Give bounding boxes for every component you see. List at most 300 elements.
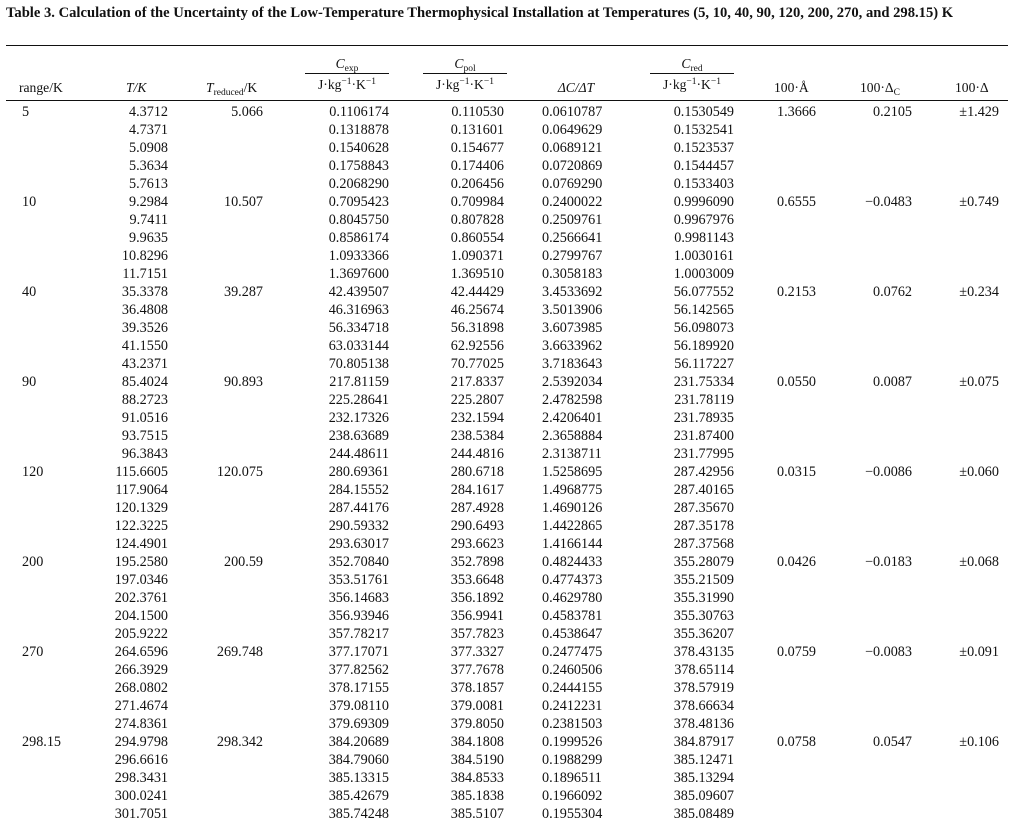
table-row	[0, 193, 1015, 211]
table-row	[0, 499, 1015, 517]
cell-Cred: 385.12471	[673, 752, 734, 768]
cell-Cpol: 56.31898	[450, 320, 504, 336]
table-row	[0, 787, 1015, 805]
header-Cpol-symbol	[423, 55, 507, 72]
table-row	[0, 571, 1015, 589]
table-row	[0, 805, 1015, 823]
header-Cred-symbol	[650, 55, 734, 72]
cell-Cexp: 353.51761	[328, 572, 389, 588]
cell-T: 294.9798	[114, 734, 168, 750]
cell-dCdT: 3.6633962	[542, 338, 603, 354]
header-Cpol	[423, 55, 507, 93]
cell-Cexp: 244.48611	[329, 446, 389, 462]
cell-Cexp: 293.63017	[328, 536, 389, 552]
cell-100A: 0.0315	[776, 464, 816, 480]
table-row	[0, 445, 1015, 463]
cell-dCdT: 0.0689121	[542, 140, 603, 156]
cell-T: 9.2984	[128, 194, 168, 210]
cell-dCdT: 0.4629780	[542, 590, 603, 606]
cell-Cpol: 70.77025	[450, 356, 504, 372]
cell-dCdT: 2.3138711	[542, 446, 602, 462]
header-Treduced	[206, 80, 257, 98]
cell-Cred: 231.78935	[673, 410, 734, 426]
cell-treduced: 10.507	[223, 194, 263, 210]
cell-Cexp: 225.28641	[328, 392, 389, 408]
cell-Cred: 378.57919	[673, 680, 734, 696]
cell-Cpol: 1.369510	[450, 266, 504, 282]
cell-Cexp: 0.7095423	[328, 194, 389, 210]
cell-range: 40	[22, 284, 37, 300]
cell-T: 4.7371	[128, 122, 168, 138]
cell-dCdT: 0.2566641	[542, 230, 603, 246]
cell-Cpol: 217.8337	[450, 374, 504, 390]
cell-range: 200	[22, 554, 44, 570]
cell-Cred: 287.40165	[673, 482, 734, 498]
cell-Cred: 287.37568	[673, 536, 734, 552]
cell-Cpol: 379.8050	[450, 716, 504, 732]
cell-Cexp: 377.82562	[328, 662, 389, 678]
table-row	[0, 481, 1015, 499]
cell-Cred: 0.1532541	[673, 122, 734, 138]
cell-T: 11.7151	[122, 266, 168, 282]
table-row	[0, 463, 1015, 481]
cell-Cred: 0.1533403	[673, 176, 734, 192]
cell-T: 122.3225	[114, 518, 168, 534]
cell-dCdT: 2.4206401	[542, 410, 603, 426]
cell-Cpol: 384.8533	[450, 770, 504, 786]
cell-Cexp: 0.8586174	[328, 230, 389, 246]
header-Cpol-sub: pol	[463, 64, 476, 74]
cell-dCdT: 3.6073985	[542, 320, 603, 336]
cell-100Dc: 0.0087	[872, 374, 912, 390]
cell-Cred: 56.077552	[673, 284, 734, 300]
cell-Cred: 0.1544457	[673, 158, 734, 174]
cell-100A: 0.0759	[776, 644, 816, 660]
cell-Cred: 378.66634	[673, 698, 734, 714]
cell-Cred: 355.21509	[673, 572, 734, 588]
table-row	[0, 679, 1015, 697]
cell-T: 296.6616	[114, 752, 168, 768]
cell-dCdT: 3.7183643	[542, 356, 603, 372]
table-row	[0, 391, 1015, 409]
cell-T: 39.3526	[121, 320, 168, 336]
table-row	[0, 607, 1015, 625]
cell-Cexp: 232.17326	[328, 410, 389, 426]
cell-Cred: 287.35178	[673, 518, 734, 534]
cell-Cexp: 379.69309	[328, 716, 389, 732]
cell-range: 5	[22, 104, 30, 120]
cell-T: 271.4674	[114, 698, 168, 714]
cell-Cpol: 0.131601	[450, 122, 504, 138]
cell-Cred: 0.1530549	[673, 104, 734, 120]
cell-100Dc: 0.0762	[872, 284, 912, 300]
cell-T: 96.3843	[121, 446, 168, 462]
table-row	[0, 589, 1015, 607]
cell-Cred: 378.65114	[674, 662, 734, 678]
cell-Cexp: 217.81159	[329, 374, 389, 390]
cell-T: 124.4901	[114, 536, 168, 552]
header-dCdT	[558, 80, 594, 96]
header-Cexp-symbol	[305, 55, 389, 72]
header-100Dc-text: 100·Δ	[860, 80, 894, 95]
cell-Cpol: 293.6623	[450, 536, 504, 552]
cell-Cexp: 384.79060	[328, 752, 389, 768]
cell-Cexp: 287.44176	[328, 500, 389, 516]
cell-T: 195.2580	[114, 554, 168, 570]
cell-Cpol: 244.4816	[450, 446, 504, 462]
cell-treduced: 90.893	[223, 374, 263, 390]
table-row	[0, 769, 1015, 787]
cell-treduced: 5.066	[231, 104, 263, 120]
cell-T: 5.3634	[128, 158, 168, 174]
table-caption: Table 3. Calculation of the Uncertainty of the Low-Temperature Thermophysical Installation at Temperatures (5, 10, 40, 90, 120, 200, 270, and 298.15) K	[6, 5, 954, 21]
header-Cred-letter: C	[681, 56, 691, 71]
table-row	[0, 697, 1015, 715]
cell-Cpol: 0.807828	[450, 212, 504, 228]
cell-Cred: 0.9996090	[673, 194, 734, 210]
cell-Cred: 231.75334	[673, 374, 734, 390]
cell-T: 91.0516	[121, 410, 168, 426]
cell-T: 298.3431	[114, 770, 168, 786]
cell-Cexp: 56.334718	[328, 320, 389, 336]
cell-Cpol: 357.7823	[450, 626, 504, 642]
cell-Cred: 378.43135	[673, 644, 734, 660]
cell-100D: ±0.106	[959, 734, 999, 750]
header-100D: 100·Δ	[955, 80, 989, 95]
header-Cred-unit	[650, 76, 734, 93]
cell-dCdT: 0.2381503	[542, 716, 603, 732]
cell-100D: ±0.060	[959, 464, 999, 480]
cell-Cexp: 1.0933366	[328, 248, 389, 264]
cell-Cexp: 1.3697600	[328, 266, 389, 282]
cell-range: 270	[22, 644, 44, 660]
cell-Cpol: 225.2807	[450, 392, 504, 408]
cell-Cred: 378.48136	[673, 716, 734, 732]
cell-Cpol: 0.206456	[450, 176, 504, 192]
cell-Cred: 355.31990	[673, 590, 734, 606]
cell-Cpol: 385.1838	[450, 788, 504, 804]
cell-dCdT: 0.1966092	[542, 788, 603, 804]
cell-Cpol: 232.1594	[450, 410, 504, 426]
cell-range: 90	[22, 374, 37, 390]
header-Cexp-sub: exp	[344, 64, 359, 74]
cell-100D: ±0.075	[959, 374, 999, 390]
cell-Cpol: 287.4928	[450, 500, 504, 516]
cell-Cpol: 353.6648	[450, 572, 504, 588]
cell-100A: 0.0758	[776, 734, 816, 750]
cell-T: 301.7051	[114, 806, 168, 822]
header-Cexp-unit	[305, 76, 389, 93]
cell-Cred: 1.0030161	[673, 248, 734, 264]
header-range: range/K	[19, 80, 63, 95]
cell-100A: 0.0550	[776, 374, 816, 390]
cell-T: 5.7613	[128, 176, 168, 192]
cell-Cexp: 46.316963	[328, 302, 389, 318]
cell-T: 5.0908	[128, 140, 168, 156]
table-row	[0, 319, 1015, 337]
table-row	[0, 157, 1015, 175]
cell-T: 264.6596	[114, 644, 168, 660]
unit-a: J·kg	[663, 77, 687, 92]
table-row	[0, 625, 1015, 643]
cell-Cpol: 0.110530	[451, 104, 504, 120]
table-row	[0, 139, 1015, 157]
cell-100D: ±0.068	[959, 554, 999, 570]
cell-dCdT: 3.5013906	[542, 302, 603, 318]
cell-T: 300.0241	[114, 788, 168, 804]
cell-Cexp: 0.1540628	[328, 140, 389, 156]
cell-T: 4.3712	[128, 104, 168, 120]
table-row	[0, 211, 1015, 229]
cell-Cpol: 42.44429	[450, 284, 504, 300]
table-body	[0, 103, 1015, 823]
cell-Cpol: 356.9941	[450, 608, 504, 624]
cell-dCdT: 0.2477475	[542, 644, 603, 660]
cell-Cpol: 0.154677	[450, 140, 504, 156]
cell-Cred: 1.0003009	[673, 266, 734, 282]
cell-Cpol: 0.860554	[450, 230, 504, 246]
cell-Cred: 56.117227	[674, 356, 734, 372]
cell-Cexp: 70.805138	[328, 356, 389, 372]
cell-T: 117.9064	[115, 482, 168, 498]
cell-T: 266.3929	[114, 662, 168, 678]
top-rule	[6, 45, 1008, 46]
cell-100A: 0.2153	[776, 284, 816, 300]
cell-Cexp: 284.15552	[328, 482, 389, 498]
cell-Cpol: 377.7678	[450, 662, 504, 678]
cell-Cexp: 385.74248	[328, 806, 389, 822]
cell-dCdT: 2.4782598	[542, 392, 603, 408]
cell-T: 85.4024	[121, 374, 168, 390]
cell-Cred: 56.098073	[673, 320, 734, 336]
cell-dCdT: 0.4824433	[542, 554, 603, 570]
cell-dCdT: 1.4690126	[542, 500, 603, 516]
table-row	[0, 283, 1015, 301]
cell-Cred: 287.35670	[673, 500, 734, 516]
header-100Dc	[860, 80, 900, 98]
table-row	[0, 751, 1015, 769]
table-row	[0, 553, 1015, 571]
cell-dCdT: 0.2799767	[542, 248, 603, 264]
cell-Cred: 355.30763	[673, 608, 734, 624]
cell-Cexp: 0.2068290	[328, 176, 389, 192]
unit-b: ·K	[469, 77, 484, 92]
cell-Cexp: 356.93946	[328, 608, 389, 624]
cell-dCdT: 0.0720869	[542, 158, 603, 174]
cell-100D: ±0.749	[959, 194, 999, 210]
header-dCdT-symbol: ΔC/ΔT	[557, 80, 595, 95]
cell-dCdT: 2.5392034	[542, 374, 603, 390]
table-row	[0, 643, 1015, 661]
cell-dCdT: 1.4422865	[542, 518, 603, 534]
header-100Dc-sub: C	[893, 88, 901, 98]
cell-dCdT: 0.2509761	[542, 212, 603, 228]
unit-a: J·kg	[318, 77, 342, 92]
table-row	[0, 247, 1015, 265]
cell-100D: ±0.234	[959, 284, 999, 300]
cell-treduced: 298.342	[216, 734, 263, 750]
cell-dCdT: 0.0769290	[542, 176, 603, 192]
header-Treduced-sub: reduced	[213, 88, 244, 98]
table-row	[0, 715, 1015, 733]
cell-Cpol: 379.0081	[450, 698, 504, 714]
cell-Cpol: 378.1857	[450, 680, 504, 696]
unit-b: ·K	[351, 77, 366, 92]
cell-dCdT: 0.1955304	[542, 806, 603, 822]
cell-100A: 0.6555	[776, 194, 816, 210]
cell-Cred: 0.1523537	[673, 140, 734, 156]
cell-100A: 1.3666	[776, 104, 816, 120]
cell-100A: 0.0426	[776, 554, 816, 570]
cell-T: 204.1500	[114, 608, 168, 624]
table-row	[0, 355, 1015, 373]
unit-b: ·K	[696, 77, 711, 92]
cell-T: 274.8361	[114, 716, 168, 732]
table-row	[0, 409, 1015, 427]
cell-treduced: 269.748	[216, 644, 263, 660]
cell-Cexp: 280.69361	[328, 464, 389, 480]
cell-dCdT: 0.0610787	[542, 104, 603, 120]
unit-sup-2: −1	[483, 77, 494, 87]
cell-Cpol: 0.709984	[450, 194, 504, 210]
header-Treduced-unit: /K	[243, 80, 258, 95]
header-Cexp-letter: C	[335, 56, 345, 71]
header-Treduced-symbol: T	[206, 80, 214, 95]
cell-Cpol: 377.3327	[450, 644, 504, 660]
cell-100Dc: 0.2105	[872, 104, 912, 120]
cell-Cexp: 356.14683	[328, 590, 389, 606]
cell-100D: ±0.091	[959, 644, 999, 660]
table-row	[0, 103, 1015, 121]
table-row	[0, 535, 1015, 553]
cell-T: 88.2723	[121, 392, 168, 408]
cell-Cred: 385.08489	[673, 806, 734, 822]
header-Cred	[650, 55, 734, 93]
cell-Cpol: 384.5190	[450, 752, 504, 768]
cell-Cpol: 356.1892	[450, 590, 504, 606]
cell-Cred: 231.87400	[673, 428, 734, 444]
cell-T: 268.0802	[114, 680, 168, 696]
cell-dCdT: 0.2412231	[542, 698, 603, 714]
cell-Cexp: 290.59332	[328, 518, 389, 534]
cell-dCdT: 0.2460506	[542, 662, 603, 678]
cell-100D: ±1.429	[959, 104, 999, 120]
cell-Cpol: 46.25674	[450, 302, 504, 318]
table-row	[0, 121, 1015, 139]
cell-100Dc: −0.0086	[864, 464, 912, 480]
cell-Cred: 56.189920	[673, 338, 734, 354]
cell-Cred: 0.9981143	[674, 230, 734, 246]
table-row	[0, 733, 1015, 751]
cell-range: 298.15	[22, 734, 62, 750]
header-100A: 100·Å	[774, 80, 809, 95]
unit-sup-1: −1	[686, 77, 697, 87]
cell-Cred: 355.28079	[673, 554, 734, 570]
table-row	[0, 265, 1015, 283]
cell-Cred: 56.142565	[673, 302, 734, 318]
header-T-symbol: T/K	[126, 80, 147, 95]
cell-100Dc: 0.0547	[872, 734, 912, 750]
cell-Cred: 0.9967976	[673, 212, 734, 228]
cell-dCdT: 0.1999526	[542, 734, 603, 750]
cell-Cexp: 0.1318878	[328, 122, 389, 138]
cell-100Dc: −0.0183	[864, 554, 912, 570]
header-T	[126, 80, 146, 96]
cell-dCdT: 1.4166144	[542, 536, 603, 552]
cell-Cred: 384.87917	[673, 734, 734, 750]
cell-T: 9.9635	[128, 230, 168, 246]
header-Cpol-unit	[423, 76, 507, 93]
cell-T: 197.0346	[114, 572, 168, 588]
cell-dCdT: 0.2444155	[542, 680, 603, 696]
cell-Cexp: 384.20689	[328, 734, 389, 750]
header-Cpol-letter: C	[454, 56, 464, 71]
cell-T: 120.1329	[114, 500, 168, 516]
cell-T: 35.3378	[121, 284, 168, 300]
table-row	[0, 229, 1015, 247]
cell-Cpol: 0.174406	[450, 158, 504, 174]
cell-Cexp: 42.439507	[328, 284, 389, 300]
cell-treduced: 200.59	[223, 554, 263, 570]
cell-Cexp: 385.13315	[328, 770, 389, 786]
cell-dCdT: 0.0649629	[542, 122, 603, 138]
cell-T: 9.7411	[129, 212, 168, 228]
cell-T: 202.3761	[114, 590, 168, 606]
cell-Cpol: 280.6718	[450, 464, 504, 480]
cell-T: 43.2371	[121, 356, 168, 372]
table-row	[0, 301, 1015, 319]
cell-treduced: 120.075	[216, 464, 263, 480]
table-row	[0, 373, 1015, 391]
cell-dCdT: 0.4538647	[542, 626, 603, 642]
cell-Cred: 385.13294	[673, 770, 734, 786]
cell-Cpol: 284.1617	[450, 482, 504, 498]
cell-Cpol: 238.5384	[450, 428, 504, 444]
cell-Cexp: 357.78217	[328, 626, 389, 642]
cell-Cexp: 352.70840	[328, 554, 389, 570]
cell-dCdT: 0.2400022	[542, 194, 603, 210]
cell-dCdT: 0.4774373	[542, 572, 603, 588]
header-rule	[6, 100, 1008, 101]
cell-range: 120	[22, 464, 44, 480]
cell-Cexp: 378.17155	[328, 680, 389, 696]
cell-Cred: 385.09607	[673, 788, 734, 804]
cell-Cexp: 63.033144	[328, 338, 389, 354]
header-Cred-sub: red	[690, 64, 703, 74]
cell-T: 41.1550	[121, 338, 168, 354]
cell-Cpol: 1.090371	[450, 248, 504, 264]
cell-Cexp: 0.1758843	[328, 158, 389, 174]
cell-Cred: 231.78119	[674, 392, 734, 408]
cell-Cexp: 379.08110	[329, 698, 389, 714]
cell-dCdT: 0.4583781	[542, 608, 603, 624]
cell-Cpol: 290.6493	[450, 518, 504, 534]
cell-dCdT: 1.4968775	[542, 482, 603, 498]
table-row	[0, 337, 1015, 355]
unit-sup-1: −1	[341, 77, 352, 87]
unit-sup-2: −1	[365, 77, 376, 87]
cell-T: 93.7515	[121, 428, 168, 444]
cell-Cexp: 0.1106174	[329, 104, 389, 120]
cell-dCdT: 1.5258695	[542, 464, 603, 480]
table-row	[0, 175, 1015, 193]
cell-T: 205.9222	[114, 626, 168, 642]
unit-sup-1: −1	[459, 77, 470, 87]
cell-Cexp: 238.63689	[328, 428, 389, 444]
cell-Cred: 287.42956	[673, 464, 734, 480]
header-Cexp	[305, 55, 389, 93]
cell-Cred: 231.77995	[673, 446, 734, 462]
